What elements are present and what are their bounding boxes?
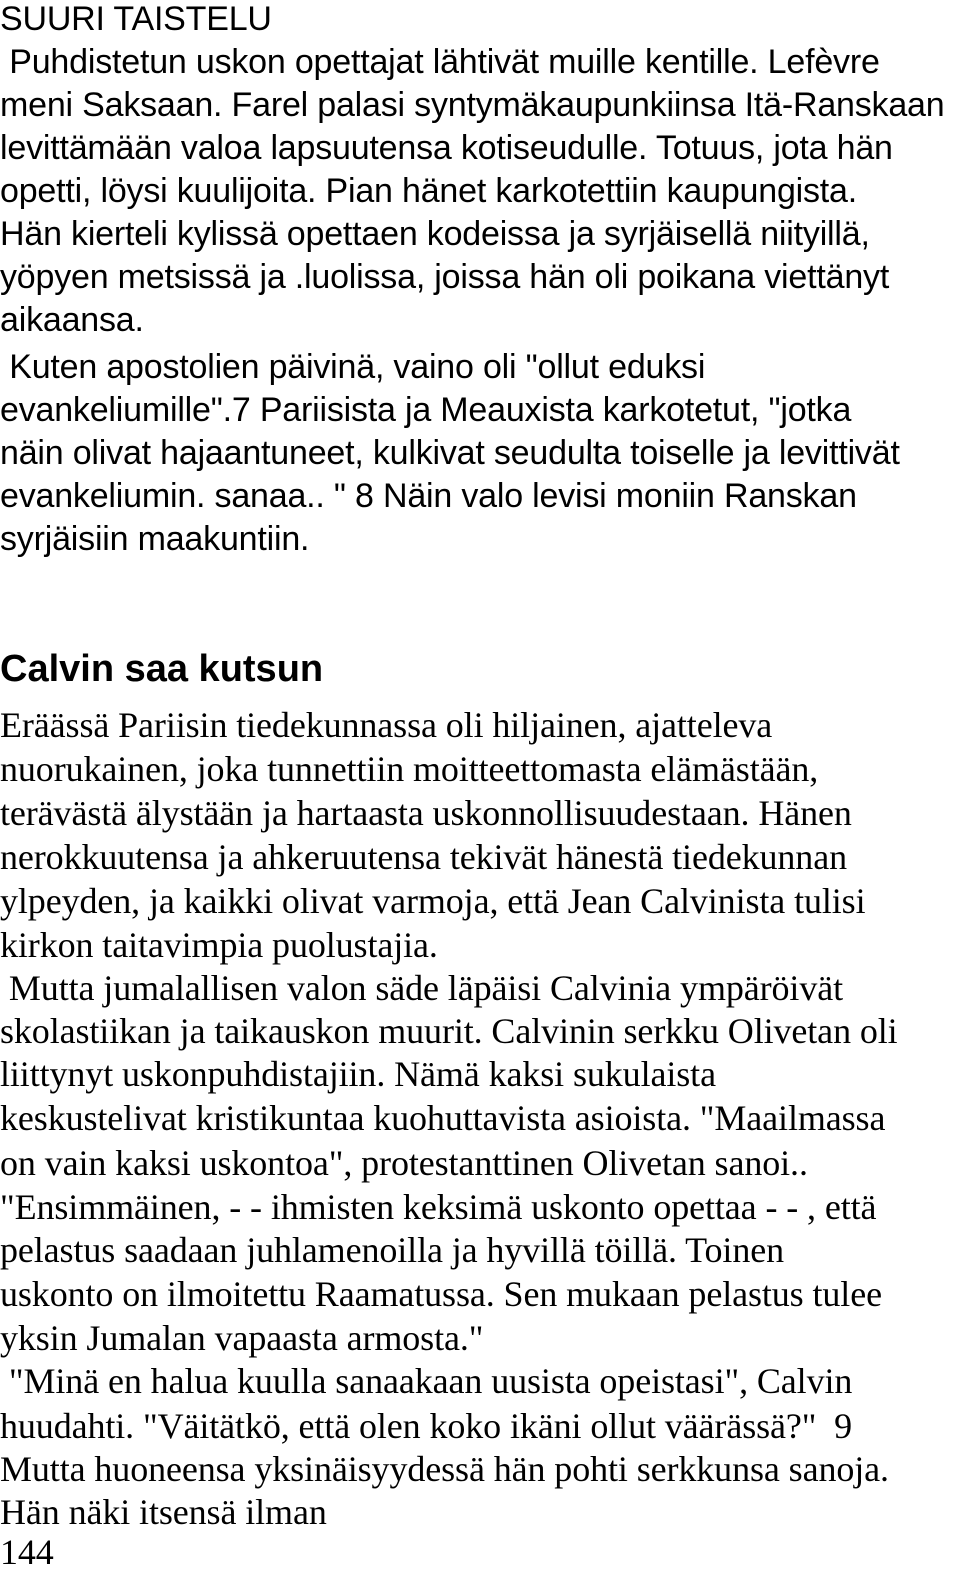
paragraph-line: näin olivat hajaantuneet, kulkivat seudulta toiselle ja levittivät xyxy=(0,434,900,472)
paragraph-line: huudahti. "Väitätkö, että olen koko ikäni ollut väärässä?" 9 xyxy=(0,1406,853,1446)
paragraph-line: keskustelivat kristikuntaa kuohuttavista asioista. "Maailmassa xyxy=(0,1098,886,1138)
paragraph-line: Puhdistetun uskon opettajat lähtivät muille kentille. Lefèvre xyxy=(0,43,880,81)
paragraph-line: Mutta huoneensa yksinäisyydessä hän pohti serkkunsa sanoja. xyxy=(0,1449,889,1489)
section-heading: Calvin saa kutsun xyxy=(0,648,324,690)
paragraph-line: skolastiikan ja taikauskon muurit. Calvinin serkku Olivetan oli xyxy=(0,1011,898,1051)
paragraph-line: evankeliumille".7 Pariisista ja Meauxista karkotetut, "jotka xyxy=(0,391,852,429)
paragraph-line: ylpeyden, ja kaikki olivat varmoja, että Jean Calvinista tulisi xyxy=(0,881,866,921)
paragraph-line: uskonto on ilmoitettu Raamatussa. Sen mukaan pelastus tulee xyxy=(0,1274,882,1314)
paragraph-line: syrjäisiin maakuntiin. xyxy=(0,520,310,558)
paragraph-line: "Ensimmäinen, - - ihmisten keksimä uskonto opettaa - - , että xyxy=(0,1187,877,1227)
paragraph-line: opetti, löysi kuulijoita. Pian hänet karkotettiin kaupungista. xyxy=(0,172,858,210)
page-number: 144 xyxy=(0,1532,54,1572)
paragraph-line: aikaansa. xyxy=(0,301,144,339)
paragraph-line: terävästä älystään ja hartaasta uskonnollisuudestaan. Hänen xyxy=(0,793,852,833)
paragraph-line: Kuten apostolien päivinä, vaino oli "ollut eduksi xyxy=(0,348,706,386)
paragraph-line: Hän kierteli kylissä opettaen kodeissa ja syrjäisellä niityillä, xyxy=(0,215,870,253)
paragraph-line: pelastus saadaan juhlamenoilla ja hyvillä töillä. Toinen xyxy=(0,1230,785,1270)
paragraph-line: on vain kaksi uskontoa", protestanttinen Olivetan sanoi.. xyxy=(0,1143,808,1183)
paragraph-line: liittynyt uskonpuhdistajiin. Nämä kaksi sukulaista xyxy=(0,1054,716,1094)
paragraph-line: evankeliumin. sanaa.. " 8 Näin valo levisi moniin Ranskan xyxy=(0,477,857,515)
paragraph-line: yksin Jumalan vapaasta armosta." xyxy=(0,1318,484,1358)
paragraph-line: Eräässä Pariisin tiedekunnassa oli hiljainen, ajatteleva xyxy=(0,705,773,745)
paragraph-line: Hän näki itsensä ilman xyxy=(0,1492,327,1532)
paragraph-line: nuorukainen, joka tunnettiin moitteettomasta elämästään, xyxy=(0,749,819,789)
paragraph-line: levittämään valoa lapsuutensa kotiseudulle. Totuus, jota hän xyxy=(0,129,893,167)
paragraph-line: Mutta jumalallisen valon säde läpäisi Calvinia ympäröivät xyxy=(0,968,843,1008)
paragraph-line: meni Saksaan. Farel palasi syntymäkaupunkiinsa Itä-Ranskaan xyxy=(0,86,945,124)
paragraph-line: yöpyen metsissä ja .luolissa, joissa hän oli poikana viettänyt xyxy=(0,258,890,296)
paragraph-line: "Minä en halua kuulla sanaakaan uusista opeistasi", Calvin xyxy=(0,1361,853,1401)
paragraph-line: kirkon taitavimpia puolustajia. xyxy=(0,925,438,965)
section-title: SUURI TAISTELU xyxy=(0,0,272,38)
paragraph-line: nerokkuutensa ja ahkeruutensa tekivät hänestä tiedekunnan xyxy=(0,837,847,877)
